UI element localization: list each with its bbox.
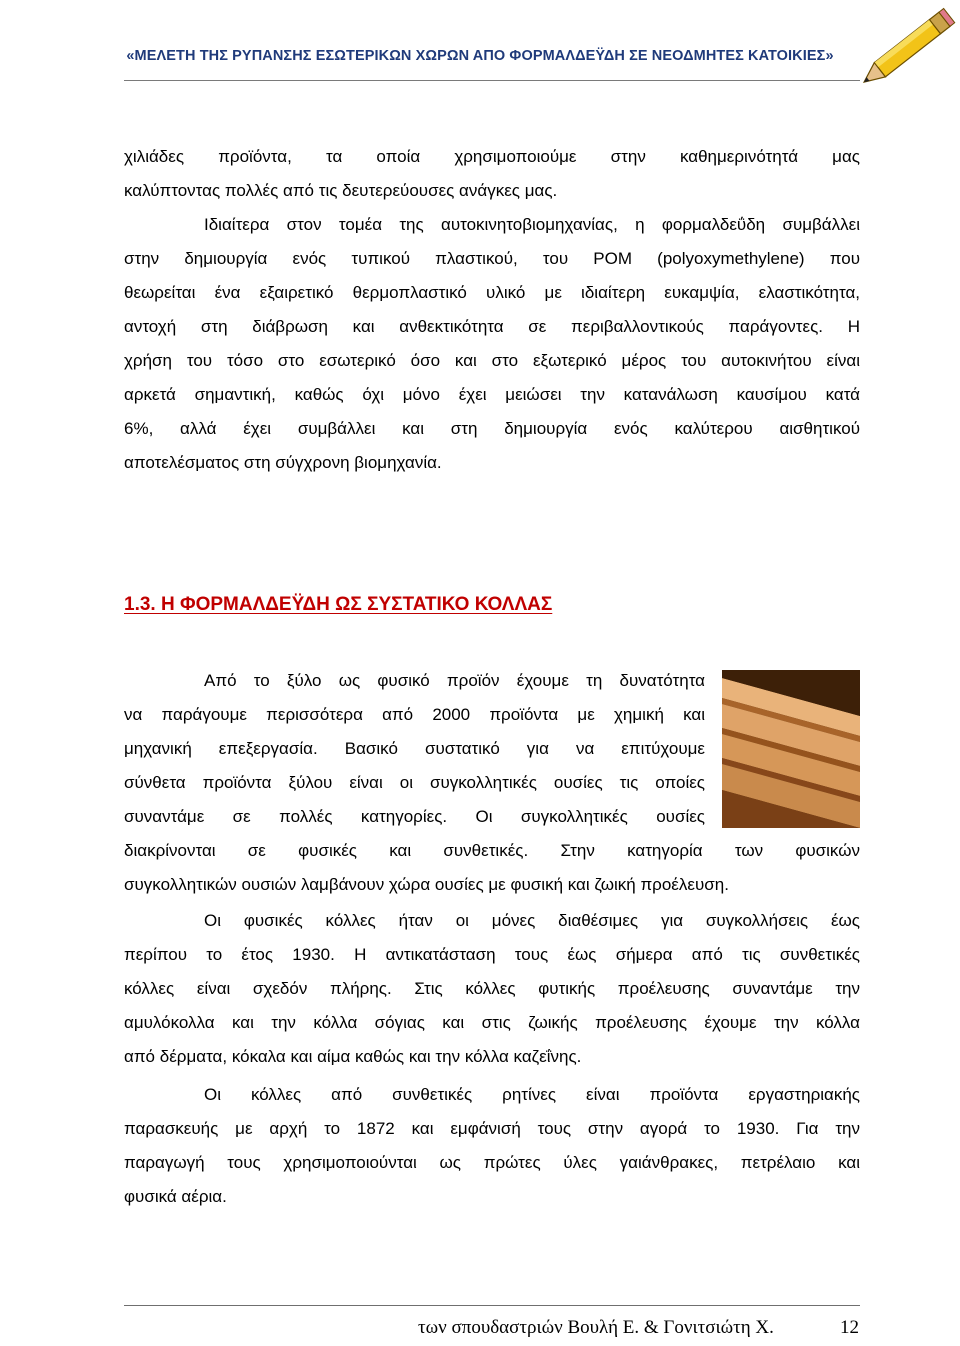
footer-divider [124,1305,860,1306]
footer-authors: των σπουδαστριών Βουλή Ε. & Γονιτσιώτη Χ. [418,1317,774,1338]
text-line: χρήση του τόσο στο εσωτερικό όσο και στο εξωτερικό μέρος του αυτοκινήτου είναι [124,351,860,370]
text-line: φυσικά αέρια. [124,1187,227,1206]
paragraph-5 [124,1078,860,1214]
text-line: στην δημιουργία ενός τυπικού πλαστικού, του POM (polyoxymethylene) που [124,249,860,268]
text-line: σύνθετα προϊόντα ξύλου είναι οι συγκολλητικές ουσίες τις οποίες [124,773,705,792]
text-line: αντοχή στη διάβρωση και ανθεκτικότητα σε περιβαλλοντικούς παράγοντες. Η [124,317,860,336]
text-line: Οι κόλλες από συνθετικές ρητίνες είναι προϊόντα εργαστηριακής [204,1085,860,1104]
paragraph-4 [124,904,860,1074]
text-line: χιλιάδες προϊόντα, τα οποία χρησιμοποιούμε στην καθημερινότητά μας [124,147,860,166]
text-line: μηχανική επεξεργασία. Βασικό συστατικό για να επιτύχουμε [124,739,705,758]
section-heading: 1.3. Η ΦΟΡΜΑΛΔΕΫΔΗ ΩΣ ΣΥΣΤΑΤΙΚΟ ΚΟΛΛΑΣ [124,594,553,615]
text-line: διακρίνονται σε φυσικές και συνθετικές. Στην κατηγορία των φυσικών [124,841,860,860]
text-line: αρκετά σημαντική, καθώς όχι μόνο έχει μειώσει την κατανάλωση καυσίμου κατά [124,385,860,404]
text-line: από δέρματα, κόκαλα και αίμα καθώς και την κόλλα καζεΐνης. [124,1047,582,1066]
text-line: κόλλες είναι σχεδόν πλήρης. Στις κόλλες φυτικής προέλευσης συναντάμε την [124,979,860,998]
paragraph-2 [124,208,860,480]
wood-panels-image [722,670,860,828]
paragraph-3-wide [124,834,860,902]
text-line: συναντάμε σε πολλές κατηγορίες. Οι συγκολλητικές ουσίες [124,807,705,826]
text-line: συγκολλητικών ουσιών λαμβάνουν χώρα ουσίες με φυσική και ζωική προέλευση. [124,875,729,894]
text-line: περίπου το έτος 1930. Η αντικατάσταση τους έως σήμερα από τις συνθετικές [124,945,860,964]
page-number: 12 [840,1317,859,1338]
text-line: να παράγουμε περισσότερα από 2000 προϊόντα με χημική και [124,705,705,724]
text-line: παρασκευής με αρχή το 1872 και εμφάνισή τους στην αγορά το 1930. Για την [124,1119,860,1138]
text-line: αμυλόκολλα και την κόλλα σόγιας και στις ζωικής προέλευσης έχουμε την κόλλα [124,1013,860,1032]
text-line: Οι φυσικές κόλλες ήταν οι μόνες διαθέσιμες για συγκολλήσεις έως [204,911,860,930]
text-line: καλύπτοντας πολλές από τις δευτερεύουσες ανάγκες μας. [124,181,558,200]
page-header-title: «ΜΕΛΕΤΗ ΤΗΣ ΡΥΠΑΝΣΗΣ ΕΣΩΤΕΡΙΚΩΝ ΧΩΡΩΝ ΑΠΟ ΦΟΡΜΑΛΔΕΫΔΗ ΣΕ ΝΕΟΔΜΗΤΕΣ ΚΑΤΟΙΚΙΕΣ» [126,48,834,64]
header-divider [124,80,860,81]
text-line: αποτελέσματος στη σύγχρονη βιομηχανία. [124,453,442,472]
text-line: θεωρείται ένα εξαιρετικό θερμοπλαστικό υλικό με ιδιαίτερη ευκαμψία, ελαστικότητα, [124,283,860,302]
text-line: παραγωγή τους χρησιμοποιούνται ως πρώτες ύλες γαιάνθρακες, πετρέλαιο και [124,1153,860,1172]
paragraph-1 [124,140,860,208]
text-line: Ιδιαίτερα στον τομέα της αυτοκινητοβιομηχανίας, η φορμαλδεΰδη συμβάλλει [204,215,860,234]
paragraph-3-narrow [124,664,705,834]
pencil-icon [858,0,960,94]
text-line: 6%, αλλά έχει συμβάλλει και στη δημιουργία ενός καλύτερου αισθητικού [124,419,860,438]
text-line: Από το ξύλο ως φυσικό προϊόν έχουμε τη δυνατότητα [204,671,705,690]
